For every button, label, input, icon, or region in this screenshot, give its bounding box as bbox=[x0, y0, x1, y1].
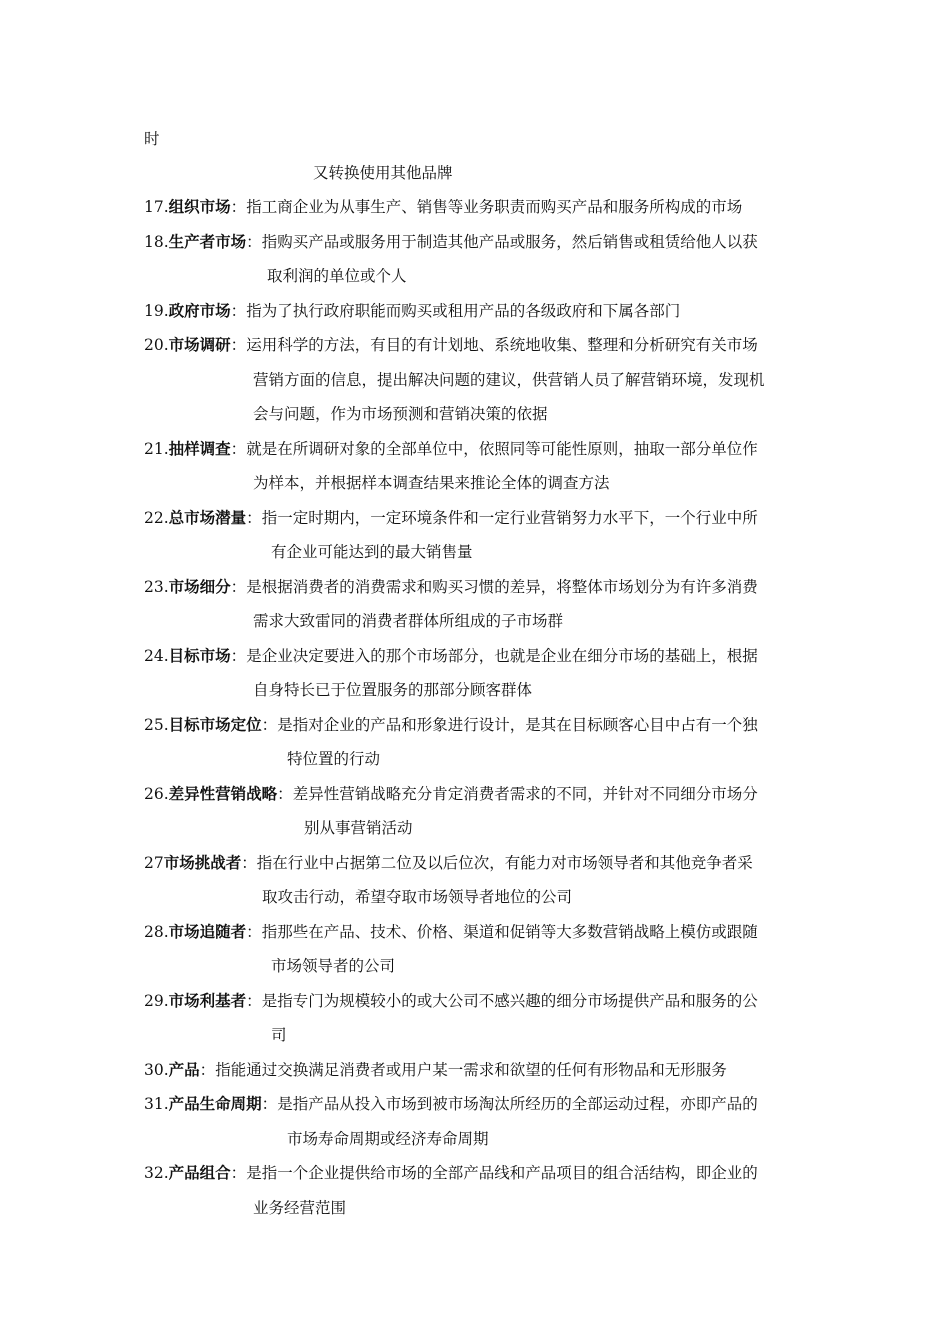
entry-number: 30. bbox=[144, 1061, 169, 1079]
entry-18-line-1 bbox=[144, 231, 758, 253]
entry-definition-continued: 别从事营销活动 bbox=[304, 819, 413, 837]
entry-separator: ： bbox=[261, 716, 278, 734]
entry-number: 25. bbox=[144, 716, 169, 734]
entry-definition-continued: 有企业可能达到的最大销售量 bbox=[271, 543, 473, 561]
entry-25-line-2 bbox=[287, 748, 380, 770]
entry-term: 目标市场 bbox=[168, 647, 231, 665]
entry-22-line-2 bbox=[271, 541, 473, 563]
entry-26-line-2 bbox=[304, 817, 413, 839]
entry-number: 27 bbox=[144, 854, 164, 872]
entry-number: 29. bbox=[144, 992, 169, 1010]
entry-27-line-1 bbox=[144, 852, 753, 874]
entry-definition: 运用科学的方法，有目的有计划地、系统地收集、整理和分析研究有关市场 bbox=[246, 336, 758, 354]
entry-definition-continued: 需求大致雷同的消费者群体所组成的子市场群 bbox=[253, 612, 564, 630]
entry-separator: ： bbox=[261, 1095, 278, 1113]
entry-separator: ： bbox=[246, 923, 262, 941]
entry-definition-continued: 司 bbox=[271, 1026, 287, 1044]
entry-number: 21. bbox=[144, 440, 169, 458]
entry-20-line-2 bbox=[253, 369, 765, 391]
entry-definition-continued: 会与问题，作为市场预测和营销决策的依据 bbox=[253, 405, 548, 423]
entry-term: 目标市场定位 bbox=[168, 716, 262, 734]
entry-definition: 差异性营销战略充分肯定消费者需求的不同，并针对不同细分市场分 bbox=[292, 785, 758, 803]
entry-separator: ： bbox=[230, 198, 247, 216]
entry-31-line-2 bbox=[287, 1128, 489, 1150]
entry-29-line-1 bbox=[144, 990, 758, 1012]
entry-29-line-2 bbox=[271, 1024, 287, 1046]
entry-term: 市场细分 bbox=[168, 578, 231, 596]
entry-number: 19. bbox=[144, 302, 169, 320]
entry-separator: ： bbox=[246, 233, 262, 251]
entry-32-line-1 bbox=[144, 1162, 758, 1184]
entry-term: 抽样调查 bbox=[168, 440, 231, 458]
entry-separator: ： bbox=[230, 302, 247, 320]
entry-definition: 指能通过交换满足消费者或用户某一需求和欲望的任何有形物品和无形服务 bbox=[215, 1061, 727, 1079]
entry-separator: ： bbox=[230, 336, 247, 354]
entry-30-line-1 bbox=[144, 1059, 727, 1081]
entry-term: 总市场潜量 bbox=[168, 509, 247, 527]
entry-term: 市场利基者 bbox=[168, 992, 247, 1010]
entry-definition: 指在行业中占据第二位及以后位次，有能力对市场领导者和其他竞争者采 bbox=[256, 854, 753, 872]
entry-definition-continued: 营销方面的信息，提出解决问题的建议，供营销人员了解营销环境，发现机 bbox=[253, 371, 765, 389]
entry-term: 产品 bbox=[168, 1061, 200, 1079]
entry-separator: ： bbox=[277, 785, 293, 803]
entry-definition-continued: 自身特长已于位置服务的那部分顾客群体 bbox=[253, 681, 533, 699]
entry-17-line-1 bbox=[144, 196, 742, 218]
entry-number: 26. bbox=[144, 785, 169, 803]
entry-term: 生产者市场 bbox=[168, 233, 247, 251]
entry-31-line-1 bbox=[144, 1093, 758, 1115]
entry-separator: ： bbox=[241, 854, 257, 872]
entry-definition: 是根据消费者的消费需求和购买习惯的差异，将整体市场划分为有许多消费 bbox=[246, 578, 758, 596]
entry-20-line-3 bbox=[253, 403, 548, 425]
entry-definition: 指工商企业为从事生产、销售等业务职责而购买产品和服务所构成的市场 bbox=[246, 198, 743, 216]
entry-definition: 指一定时期内，一定环境条件和一定行业营销努力水平下，一个行业中所 bbox=[261, 509, 758, 527]
entry-number: 32. bbox=[144, 1164, 169, 1182]
entry-26-line-1 bbox=[144, 783, 758, 805]
entry-definition: 指那些在产品、技术、价格、渠道和促销等大多数营销战略上模仿或跟随 bbox=[261, 923, 758, 941]
entry-24-line-2 bbox=[253, 679, 532, 701]
entry-definition: 就是在所调研对象的全部单位中，依照同等可能性原则，抽取一部分单位作 bbox=[246, 440, 758, 458]
entry-number: 23. bbox=[144, 578, 169, 596]
entry-separator: ： bbox=[230, 578, 247, 596]
entry-separator: ： bbox=[246, 509, 262, 527]
entry-definition: 是指专门为规模较小的或大公司不感兴趣的细分市场提供产品和服务的公 bbox=[261, 992, 758, 1010]
entry-number: 18. bbox=[144, 233, 169, 251]
lead-continuation-line bbox=[313, 162, 453, 184]
entry-25-line-1 bbox=[144, 714, 758, 736]
entry-definition: 指为了执行政府职能而购买或租用产品的各级政府和下属各部门 bbox=[246, 302, 681, 320]
entry-term: 差异性营销战略 bbox=[168, 785, 278, 803]
entry-definition-continued: 市场领导者的公司 bbox=[271, 957, 396, 975]
entry-term: 产品生命周期 bbox=[168, 1095, 262, 1113]
entry-24-line-1 bbox=[144, 645, 758, 667]
lead-continuation-text: 又转换使用其他品牌 bbox=[313, 164, 453, 182]
entry-term: 市场追随者 bbox=[168, 923, 247, 941]
entry-definition-continued: 市场寿命周期或经济寿命周期 bbox=[287, 1130, 489, 1148]
entry-separator: ： bbox=[230, 1164, 247, 1182]
entry-definition: 是指产品从投入市场到被市场淘汰所经历的全部运动过程，亦即产品的 bbox=[277, 1095, 758, 1113]
entry-term: 市场挑战者 bbox=[163, 854, 242, 872]
entry-definition-continued: 取攻击行动，希望夺取市场领导者地位的公司 bbox=[262, 888, 573, 906]
entry-term: 政府市场 bbox=[168, 302, 231, 320]
entry-28-line-1 bbox=[144, 921, 758, 943]
entry-definition: 是指一个企业提供给市场的全部产品线和产品项目的组合活结构，即企业的 bbox=[246, 1164, 758, 1182]
entry-definition-continued: 取利润的单位或个人 bbox=[267, 267, 407, 285]
entry-separator: ： bbox=[230, 440, 247, 458]
entry-number: 20. bbox=[144, 336, 169, 354]
entry-21-line-2 bbox=[253, 472, 610, 494]
entry-term: 市场调研 bbox=[168, 336, 231, 354]
entry-definition: 是指对企业的产品和形象进行设计，是其在目标顾客心目中占有一个独 bbox=[277, 716, 758, 734]
entry-27-line-2 bbox=[262, 886, 572, 908]
entry-number: 31. bbox=[144, 1095, 169, 1113]
lead-fragment-line bbox=[144, 128, 160, 150]
entry-term: 产品组合 bbox=[168, 1164, 231, 1182]
entry-definition-continued: 为样本，并根据样本调查结果来推论全体的调查方法 bbox=[253, 474, 610, 492]
entry-definition-continued: 特位置的行动 bbox=[287, 750, 381, 768]
entry-number: 28. bbox=[144, 923, 169, 941]
entry-20-line-1 bbox=[144, 334, 758, 356]
entry-32-line-2 bbox=[253, 1197, 346, 1219]
entry-19-line-1 bbox=[144, 300, 680, 322]
entry-number: 24. bbox=[144, 647, 169, 665]
entry-21-line-1 bbox=[144, 438, 758, 460]
entry-definition-continued: 业务经营范围 bbox=[253, 1199, 347, 1217]
entry-definition: 是企业决定要进入的那个市场部分，也就是企业在细分市场的基础上，根据 bbox=[246, 647, 758, 665]
entry-separator: ： bbox=[230, 647, 247, 665]
entry-separator: ： bbox=[246, 992, 262, 1010]
entry-18-line-2 bbox=[267, 265, 407, 287]
entry-term: 组织市场 bbox=[168, 198, 231, 216]
entry-number: 17. bbox=[144, 198, 169, 216]
entry-separator: ： bbox=[199, 1061, 216, 1079]
lead-fragment-text: 时 bbox=[144, 130, 160, 148]
entry-22-line-1 bbox=[144, 507, 758, 529]
entry-definition: 指购买产品或服务用于制造其他产品或服务，然后销售或租赁给他人以获 bbox=[261, 233, 758, 251]
entry-23-line-1 bbox=[144, 576, 758, 598]
entry-number: 22. bbox=[144, 509, 169, 527]
entry-23-line-2 bbox=[253, 610, 563, 632]
entry-28-line-2 bbox=[271, 955, 395, 977]
